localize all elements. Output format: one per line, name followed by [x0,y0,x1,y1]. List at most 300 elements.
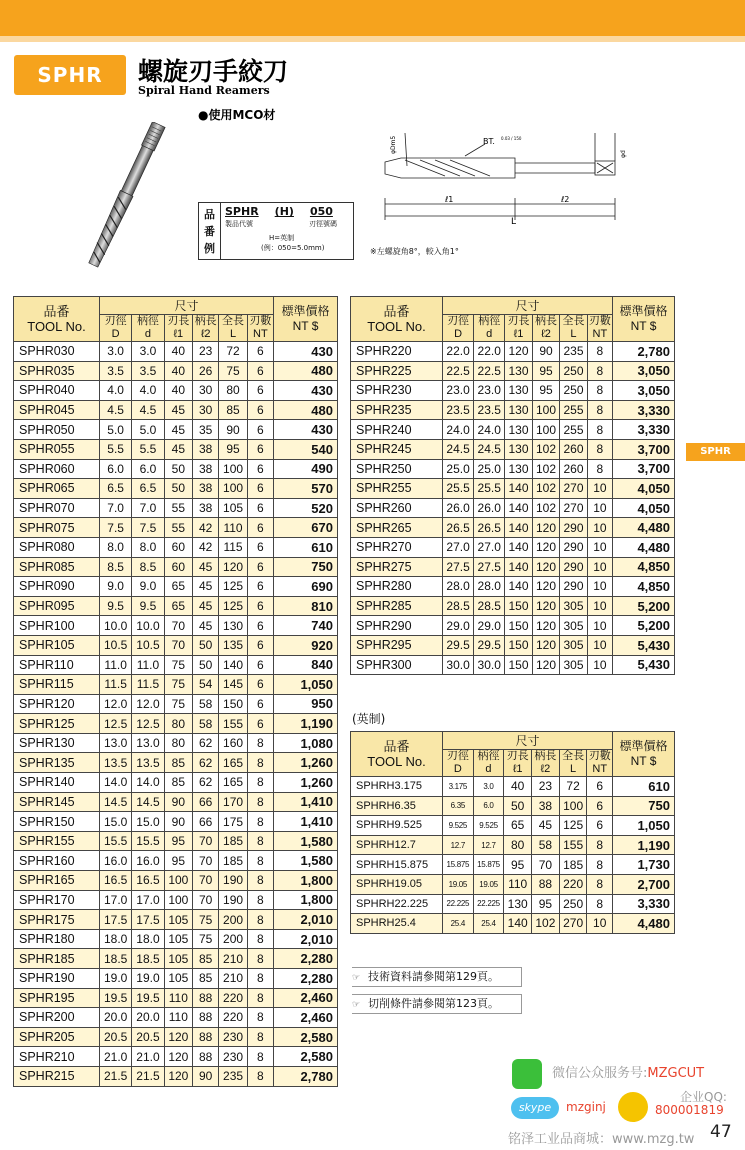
header-col-5: 刃數 NT [247,315,273,342]
dimension-cell: 19.05 [443,874,474,894]
example-size-code: 050 [309,205,333,218]
dimension-cell: 105 [164,929,193,949]
price-cell: 1,580 [274,831,338,851]
dimension-cell: 6 [247,479,273,499]
dimension-cell: 80 [164,714,193,734]
dimension-cell: 160 [219,733,248,753]
dimension-cell: 50 [193,655,219,675]
dimension-cell: 8 [247,733,273,753]
dimension-cell: 18.5 [132,949,164,969]
table-row [14,753,338,773]
dimension-cell: 220 [559,874,587,894]
dimension-cell: 9.525 [443,816,474,836]
tool-number-cell: SPHRH12.7 [351,835,443,855]
price-cell: 750 [613,796,675,816]
dimension-cell: 7.0 [132,498,164,518]
dimension-cell: 8 [247,851,273,871]
tool-number-cell: SPHR100 [14,616,100,636]
dimension-cell: 10 [587,655,612,675]
dimension-cell: 6 [247,498,273,518]
dimension-cell: 70 [193,851,219,871]
qq-icon [618,1092,648,1122]
table-row [351,655,675,675]
tool-number-cell: SPHR195 [14,988,100,1008]
dimension-cell: 210 [219,949,248,969]
table-row [14,655,338,675]
price-cell: 920 [274,635,338,655]
table-row [14,459,338,479]
dimension-cell: 140 [505,537,532,557]
dimension-cell: 8.5 [100,557,132,577]
dimension-cell: 60 [164,537,193,557]
dimension-cell: 26.5 [474,518,505,538]
dimension-cell: 6 [247,459,273,479]
dimension-cell: 85 [193,969,219,989]
dimension-cell: 150 [505,635,532,655]
dimension-cell: 65 [504,816,532,836]
header-col-4: 全長 L [560,315,587,342]
dimension-cell: 110 [164,988,193,1008]
dimension-cell: 150 [505,616,532,636]
dimension-cell: 102 [532,914,560,934]
tool-number-cell: SPHR055 [14,439,100,459]
dimension-cell: 100 [219,479,248,499]
dimension-cell: 27.5 [443,557,474,577]
dimension-cell: 255 [560,420,587,440]
dimension-cell: 88 [193,1008,219,1028]
dimension-cell: 8 [247,910,273,930]
table-row [14,773,338,793]
dimension-cell: 70 [193,831,219,851]
dimension-cell: 88 [193,988,219,1008]
dimension-cell: 95 [532,894,560,914]
table-row [351,537,675,557]
dimension-cell: 55 [164,518,193,538]
dimension-cell: 5.0 [100,420,132,440]
table-row [14,733,338,753]
dimension-cell: 23 [193,342,219,362]
skype-id: mzginj [566,1100,606,1114]
dimension-cell: 85 [219,400,248,420]
dimension-cell: 90 [193,1066,219,1086]
tool-number-cell: SPHR160 [14,851,100,871]
dimension-cell: 14.5 [100,792,132,812]
dimension-cell: 305 [560,635,587,655]
dimension-cell: 120 [532,635,559,655]
tool-number-cell: SPHR260 [351,498,443,518]
dimension-cell: 230 [219,1047,248,1067]
header-price: 標準價格 NT $ [613,297,675,342]
price-cell: 570 [274,479,338,499]
dimension-cell: 290 [560,518,587,538]
example-label: 品番例 [199,203,221,259]
price-cell: 540 [274,439,338,459]
tool-number-cell: SPHR075 [14,518,100,538]
dimension-cell: 27.0 [474,537,505,557]
dimension-cell: 30 [193,400,219,420]
header-dimensions: 尺寸 [443,297,613,315]
skype-logo-icon: skype [511,1097,559,1119]
wechat-icon [512,1059,542,1089]
dimension-cell: 3.0 [473,777,504,797]
dimension-cell: 25.0 [474,459,505,479]
table-row [351,381,675,401]
example-body [221,203,353,259]
dimension-cell: 140 [505,557,532,577]
dimension-cell: 60 [164,557,193,577]
dimension-cell: 150 [219,694,248,714]
dimension-cell: 255 [560,400,587,420]
dimension-cell: 21.5 [132,1066,164,1086]
page-title: 螺旋刃手絞刀 [138,57,289,86]
dimension-cell: 10 [587,616,612,636]
dimension-cell: 95 [504,855,532,875]
series-badge: SPHR [14,55,126,95]
dimension-cell: 4.0 [100,381,132,401]
inch-section-label: (英制) [352,712,386,726]
metric-spec-table-left [13,296,338,1087]
dimension-cell: 19.5 [132,988,164,1008]
shop-url: 铭泽工业品商城：www.mzg.tw [508,1132,695,1147]
price-cell: 2,280 [274,969,338,989]
dimension-cell: 8 [247,773,273,793]
tool-number-cell: SPHR200 [14,1008,100,1028]
dimension-cell: 19.05 [473,874,504,894]
dimension-cell: 120 [505,342,532,362]
header-col-2: 刃長 ℓ1 [505,315,532,342]
tool-number-cell: SPHR175 [14,910,100,930]
dimension-cell: 120 [532,537,559,557]
dimension-cell: 22.5 [474,361,505,381]
tool-number-cell: SPHR140 [14,773,100,793]
dimension-cell: 250 [560,381,587,401]
dimension-cell: 140 [505,577,532,597]
dm-label: φDm5 [390,135,397,154]
dimension-cell: 6.0 [132,459,164,479]
example-series-code: SPHR [225,205,259,218]
dimension-cell: 12.5 [132,714,164,734]
dimension-cell: 155 [219,714,248,734]
dimension-cell: 120 [164,1047,193,1067]
dimension-cell: 6 [587,816,613,836]
dimension-cell: 6 [587,777,613,797]
table-row [351,894,675,914]
tool-number-cell: SPHR125 [14,714,100,734]
tool-number-cell: SPHRH9.525 [351,816,443,836]
price-cell: 670 [274,518,338,538]
cutting-conditions-reference: ☞ 切削條件請參閱第123頁。 [352,994,522,1014]
dimension-cell: 70 [193,871,219,891]
tool-number-cell: SPHR255 [351,479,443,499]
dimension-cell: 185 [219,831,248,851]
table-row [14,969,338,989]
dimension-cell: 10 [587,577,612,597]
dimension-cell: 90 [164,812,193,832]
header-col-5: 刃數 NT [588,315,611,340]
inch-spec-table [350,731,675,934]
dimension-cell: 260 [560,439,587,459]
dimension-cell: 65 [164,596,193,616]
dimension-cell: 155 [559,835,587,855]
dimension-cell: 24.0 [474,420,505,440]
price-cell: 4,480 [613,914,675,934]
dimension-cell: 110 [504,874,532,894]
tool-number-cell: SPHR165 [14,871,100,891]
material-note: ●使用MCO材 [198,108,276,122]
side-index-tab[interactable]: SPHR [686,443,745,461]
table-row [14,988,338,1008]
dimension-cell: 6.0 [473,796,504,816]
table-row [14,851,338,871]
tool-number-cell: SPHR290 [351,616,443,636]
tool-number-cell: SPHR280 [351,577,443,597]
dimension-cell: 23.0 [443,381,474,401]
dimension-cell: 88 [532,874,560,894]
price-cell: 430 [274,381,338,401]
table-row [351,557,675,577]
dimension-cell: 20.0 [100,1008,132,1028]
tool-number-cell: SPHR060 [14,459,100,479]
price-cell: 1,410 [274,792,338,812]
tool-number-cell: SPHR035 [14,361,100,381]
dimension-cell: 110 [219,518,248,538]
tool-number-cell: SPHR185 [14,949,100,969]
dimension-cell: 100 [559,796,587,816]
table-row [14,537,338,557]
dimension-cell: 50 [164,459,193,479]
dimension-cell: 10 [587,635,612,655]
table-row [351,342,675,362]
tool-number-cell: SPHR270 [351,537,443,557]
dimension-cell: 8.5 [132,557,164,577]
table-row [14,675,338,695]
dimension-cell: 35 [193,420,219,440]
dimension-cell: 120 [532,596,559,616]
dimension-cell: 18.0 [132,929,164,949]
dimension-cell: 250 [560,361,587,381]
dimension-cell: 9.5 [100,596,132,616]
tool-number-cell: SPHR230 [351,381,443,401]
header-col-0: 刃徑 D [443,750,474,777]
tool-number-cell: SPHRH25.4 [351,914,443,934]
dimension-cell: 125 [559,816,587,836]
dimension-cell: 13.5 [132,753,164,773]
dimension-cell: 45 [193,557,219,577]
dimension-cell: 200 [219,910,248,930]
price-cell: 1,190 [613,835,675,855]
dimension-cell: 305 [560,655,587,675]
price-cell: 840 [274,655,338,675]
dimension-cell: 55 [164,498,193,518]
dimension-cell: 40 [164,381,193,401]
dimension-cell: 10 [587,557,612,577]
tool-number-cell: SPHR210 [14,1047,100,1067]
dimension-cell: 95 [219,439,248,459]
dimension-cell: 15.0 [100,812,132,832]
table-row [351,835,675,855]
dimension-cell: 11.5 [132,675,164,695]
tool-number-cell: SPHR070 [14,498,100,518]
dimension-cell: 16.5 [100,871,132,891]
dimension-cell: 220 [219,1008,248,1028]
dimension-cell: 26.0 [474,498,505,518]
dimension-cell: 85 [164,753,193,773]
price-cell: 4,850 [613,577,675,597]
price-cell: 1,800 [274,890,338,910]
dimension-cell: 175 [219,812,248,832]
dimension-cell: 105 [164,949,193,969]
dimension-cell: 130 [219,616,248,636]
dimension-cell: 26.5 [443,518,474,538]
dimension-cell: 11.0 [132,655,164,675]
price-cell: 520 [274,498,338,518]
dimension-cell: 29.5 [474,635,505,655]
dimension-cell: 270 [560,498,587,518]
dimension-cell: 170 [219,792,248,812]
price-cell: 1,260 [274,753,338,773]
tool-number-cell: SPHRH6.35 [351,796,443,816]
dimension-cell: 6 [247,557,273,577]
dimension-cell: 80 [219,381,248,401]
dimension-cell: 145 [219,675,248,695]
dimension-cell: 75 [164,694,193,714]
dimension-cell: 185 [219,851,248,871]
dimension-cell: 25.5 [443,479,474,499]
example-h-note: H=英制 [269,234,295,242]
dimension-cell: 8 [587,361,612,381]
dimension-cell: 6 [587,796,613,816]
dimension-cell: 29.0 [443,616,474,636]
table-row [14,577,338,597]
part-number-example [198,202,354,260]
dimension-cell: 8 [247,1008,273,1028]
table-row [14,1027,338,1047]
dimension-cell: 12.0 [132,694,164,714]
dimension-cell: 11.0 [100,655,132,675]
dimension-cell: 8 [247,812,273,832]
table-row [14,420,338,440]
dimension-cell: 45 [532,816,560,836]
dimension-cell: 75 [164,655,193,675]
dimension-cell: 8 [587,420,612,440]
dimension-cell: 6 [247,342,273,362]
dimension-cell: 58 [193,714,219,734]
dimension-cell: 10.5 [100,635,132,655]
tool-number-cell: SPHR130 [14,733,100,753]
table-row [351,439,675,459]
dimension-cell: 125 [219,577,248,597]
dimension-cell: 250 [559,894,587,914]
dimension-cell: 110 [164,1008,193,1028]
dimension-cell: 38 [193,459,219,479]
tool-number-cell: SPHR085 [14,557,100,577]
dimension-cell: 30.0 [474,655,505,675]
dimension-cell: 26.0 [443,498,474,518]
tool-number-cell: SPHRH3.175 [351,777,443,797]
dimension-cell: 20.5 [100,1027,132,1047]
dimension-cell: 95 [532,381,559,401]
dimension-cell: 6 [247,537,273,557]
table-row [351,874,675,894]
dimension-cell: 28.0 [443,577,474,597]
tool-number-cell: SPHR300 [351,655,443,675]
dimension-cell: 100 [532,400,559,420]
dimension-cell: 120 [532,518,559,538]
table-row [351,635,675,655]
dimension-cell: 15.875 [473,855,504,875]
dimension-cell: 6 [247,420,273,440]
table-row [14,518,338,538]
tech-data-reference: ☞ 技術資料請參閱第129頁。 [352,967,522,987]
dimension-cell: 7.0 [100,498,132,518]
dimension-cell: 8 [247,753,273,773]
price-cell: 3,330 [613,420,675,440]
dimension-cell: 10 [587,537,612,557]
d-label: φd [620,150,627,158]
header-col-0: 刃徑 D [443,315,474,342]
dimension-cell: 42 [193,537,219,557]
price-cell: 810 [274,596,338,616]
dimension-cell: 23 [532,777,560,797]
dimension-cell: 72 [219,342,248,362]
price-cell: 3,700 [613,439,675,459]
table-row [351,577,675,597]
dimension-cell: 20.5 [132,1027,164,1047]
table-row [351,596,675,616]
dimension-cell: 22.0 [474,342,505,362]
dimension-cell: 9.0 [132,577,164,597]
dimension-cell: 6 [247,616,273,636]
dimension-cell: 290 [560,577,587,597]
dimension-cell: 4.5 [132,400,164,420]
dimension-cell: 102 [532,439,559,459]
wechat-account: 微信公众服务号:MZGCUT [552,1066,705,1081]
tool-number-cell: SPHR120 [14,694,100,714]
dimension-cell: 40 [504,777,532,797]
price-cell: 610 [274,537,338,557]
tool-number-cell: SPHR285 [351,596,443,616]
pointing-hand-icon: ☞ [352,1000,361,1010]
price-cell: 1,410 [274,812,338,832]
dimension-cell: 6 [247,596,273,616]
dimension-cell: 6 [247,361,273,381]
dimension-cell: 22.0 [443,342,474,362]
tool-number-cell: SPHR265 [351,518,443,538]
price-cell: 4,850 [613,557,675,577]
dimension-cell: 6 [247,518,273,538]
price-cell: 480 [274,400,338,420]
table-row [14,381,338,401]
dimension-cell: 58 [532,835,560,855]
dimension-cell: 14.5 [132,792,164,812]
dimension-cell: 13.5 [100,753,132,773]
dimension-cell: 5.5 [100,439,132,459]
dimension-cell: 7.5 [132,518,164,538]
dimension-cell: 235 [219,1066,248,1086]
dimension-cell: 7.5 [100,518,132,538]
dimension-cell: 25.4 [473,914,504,934]
price-cell: 5,430 [613,655,675,675]
dimension-cell: 27.0 [443,537,474,557]
price-cell: 5,200 [613,616,675,636]
tool-number-cell: SPHR050 [14,420,100,440]
price-cell: 4,050 [613,479,675,499]
header-col-2: 刃長 ℓ1 [164,315,193,342]
dimension-cell: 6.5 [132,479,164,499]
dimension-cell: 120 [164,1027,193,1047]
header-dimensions: 尺寸 [443,732,613,750]
dimension-cell: 8 [247,890,273,910]
